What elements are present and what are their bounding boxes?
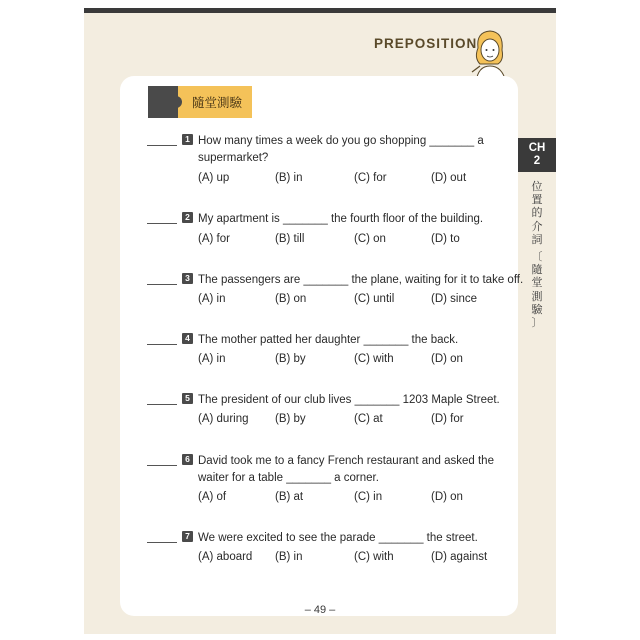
header-title-text: PREPOSITION xyxy=(374,36,478,51)
option-b[interactable]: (B) in xyxy=(275,551,303,563)
chapter-tab-num: 2 xyxy=(533,155,541,167)
option-a[interactable]: (A) in xyxy=(198,293,226,305)
question-number: 6 xyxy=(182,454,193,465)
header-title xyxy=(374,36,477,51)
option-a[interactable]: (A) up xyxy=(198,172,230,184)
answer-blank[interactable] xyxy=(147,404,177,405)
option-d[interactable]: (D) on xyxy=(431,353,463,365)
answer-blank[interactable] xyxy=(147,145,177,146)
question-number: 7 xyxy=(182,531,193,542)
question-stem: How many times a week do you go shopping _______ a supermarket? xyxy=(198,135,484,164)
question-stem: We were excited to see the parade _______ the street. xyxy=(198,532,478,544)
option-d[interactable]: (D) to xyxy=(431,233,460,245)
chapter-tab-ch: CH xyxy=(528,142,546,154)
chapter-side-title xyxy=(529,180,545,329)
option-c[interactable]: (C) with xyxy=(354,353,394,365)
question-number: 3 xyxy=(182,273,193,284)
option-d[interactable]: (D) against xyxy=(431,551,488,563)
answer-blank[interactable] xyxy=(147,465,177,466)
page-number: – 49 – xyxy=(304,604,336,616)
answer-blank[interactable] xyxy=(147,284,177,285)
option-a[interactable]: (A) aboard xyxy=(198,551,253,563)
option-b[interactable]: (B) in xyxy=(275,172,303,184)
question-stem: The passengers are _______ the plane, waiting for it to take off. xyxy=(198,274,524,286)
question-stem: The president of our club lives _______ 1203 Maple Street. xyxy=(198,394,500,406)
puzzle-knob xyxy=(170,96,182,108)
chapter-title-vertical: 位 置 的 介 詞 xyxy=(531,180,543,246)
option-d[interactable]: (D) for xyxy=(431,413,464,425)
option-d[interactable]: (D) out xyxy=(431,172,467,184)
option-b[interactable]: (B) by xyxy=(275,413,306,425)
option-b[interactable]: (B) till xyxy=(275,233,305,245)
option-b[interactable]: (B) by xyxy=(275,353,306,365)
section-title-vertical: 〔 隨 堂 測 驗 〕 xyxy=(531,250,543,330)
option-c[interactable]: (C) until xyxy=(354,293,395,305)
option-d[interactable]: (D) since xyxy=(431,293,478,305)
option-d[interactable]: (D) on xyxy=(431,491,463,503)
option-a[interactable]: (A) in xyxy=(198,353,226,365)
option-a[interactable]: (A) for xyxy=(198,233,230,245)
option-b[interactable]: (B) at xyxy=(275,491,304,503)
question-number: 2 xyxy=(182,212,193,223)
answer-blank[interactable] xyxy=(147,344,177,345)
answer-blank[interactable] xyxy=(147,223,177,224)
teacher-illustration xyxy=(464,26,512,82)
question-stem: The mother patted her daughter _______ the back. xyxy=(198,334,459,346)
option-a[interactable]: (A) during xyxy=(198,413,249,425)
question-stem: David took me to a fancy French restaurant and asked the waiter for a table _______ a corner. xyxy=(198,455,494,484)
option-b[interactable]: (B) on xyxy=(275,293,307,305)
chapter-tab xyxy=(518,138,556,172)
option-c[interactable]: (C) for xyxy=(354,172,387,184)
option-a[interactable]: (A) of xyxy=(198,491,227,503)
top-band xyxy=(84,8,556,13)
option-c[interactable]: (C) with xyxy=(354,551,394,563)
book-page xyxy=(84,8,556,634)
question-number: 5 xyxy=(182,393,193,404)
question-number: 1 xyxy=(182,134,193,145)
option-c[interactable]: (C) at xyxy=(354,413,383,425)
section-label: 隨堂測驗 xyxy=(178,86,252,118)
option-c[interactable]: (C) on xyxy=(354,233,386,245)
question-number: 4 xyxy=(182,333,193,344)
answer-blank[interactable] xyxy=(147,542,177,543)
option-c[interactable]: (C) in xyxy=(354,491,383,503)
question-stem: My apartment is _______ the fourth floor of the building. xyxy=(198,213,484,225)
